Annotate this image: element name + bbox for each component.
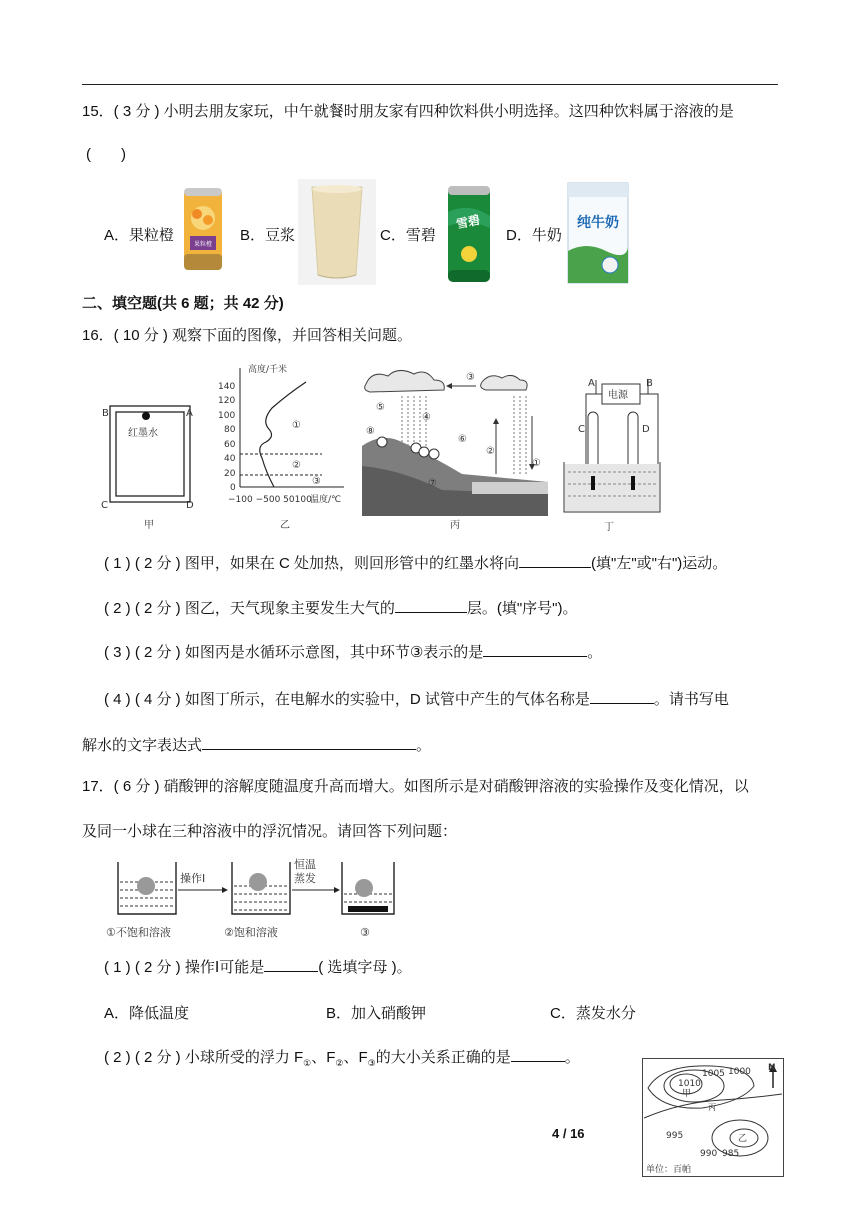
- q16-sub4-blank[interactable]: [590, 688, 654, 704]
- orange-juice-can-image: [180, 186, 226, 272]
- yi-xticks: −100 −500 50100: [228, 495, 312, 505]
- q17-sub2: [104, 1046, 580, 1073]
- q17-sub2-text: ( 2 ) ( 2 分 ) 小球所受的浮力 F: [104, 1049, 304, 1066]
- q17-choice-c[interactable]: C．蒸发水分: [550, 1005, 636, 1022]
- q15-stem: 15．( 3 分 ) 小明去朋友家玩，中午就餐时朋友家有四种饮料供小明选择。这四种饮料属于溶液的是: [82, 103, 734, 120]
- q16-sub2: [104, 597, 577, 619]
- yi-layer-2: ②: [292, 460, 301, 471]
- yi-caption: 乙: [280, 520, 290, 531]
- q16-sub1-tail: (填"左"或"右")运动。: [591, 555, 728, 572]
- yi-ytick: 140: [218, 382, 236, 392]
- q17-sub2-end: 。: [564, 1049, 580, 1066]
- q16-sub4-tail: 。请书写电: [653, 691, 729, 708]
- yi-ytick: 0: [230, 483, 236, 493]
- q17-sub2-sub1: ①: [303, 1058, 312, 1068]
- q17-choice-a[interactable]: A．降低温度: [104, 1005, 190, 1022]
- q17-stem-line1: 17．( 6 分 ) 硝酸钾的溶解度随温度升高而增大。如图所示是对硝酸钾溶液的实验操作及变化情况，以: [82, 778, 749, 795]
- q16-sub4-line2: [82, 734, 431, 756]
- q16-sub4-line2-text: 解水的文字表达式: [82, 737, 203, 754]
- bing-step-3: ③: [466, 372, 475, 383]
- soy-milk-glass-image: [298, 179, 376, 285]
- q16-sub1-text: ( 1 ) ( 2 分 ) 图甲，如果在 C 处加热，则回形管中的红墨水将向: [104, 555, 520, 572]
- point-bing-label: 丙: [708, 1103, 716, 1112]
- figure-ding: [562, 372, 662, 532]
- yi-xlabel: 温度/℃: [310, 495, 342, 505]
- top-rule: [82, 84, 778, 85]
- figure-yi: [218, 362, 350, 532]
- yi-ytick: 80: [224, 425, 236, 435]
- q16-sub1: [104, 552, 727, 574]
- beaker-3: [342, 862, 394, 939]
- q16-sub4-text: ( 4 ) ( 4 分 ) 如图丁所示，在电解水的实验中，D 试管中产生的气体名称是: [104, 691, 590, 708]
- q16-sub2-text: ( 2 ) ( 2 分 ) 图乙，天气现象主要发生大气的: [104, 600, 395, 617]
- sprite-can-label: 雪碧: [454, 212, 482, 232]
- ding-label-c: C: [578, 424, 585, 435]
- isobar-label: 995: [666, 1131, 684, 1141]
- q17-sub2-tail: 的大小关系正确的是: [375, 1049, 511, 1066]
- ding-label-b: B: [646, 378, 653, 389]
- jia-label-d: D: [186, 500, 194, 511]
- isobar-label: 1010: [678, 1079, 701, 1089]
- operation-1-label: 操作Ⅰ: [180, 872, 206, 885]
- q16-sub4-line2-tail: 。: [416, 737, 432, 754]
- q15-option-c[interactable]: C．雪碧: [380, 227, 436, 244]
- jia-liquid-label: 红墨水: [128, 428, 158, 439]
- yi-ytick: 60: [224, 440, 236, 450]
- section-2-title: 二、填空题(共 6 题；共 42 分): [82, 295, 284, 312]
- q16-sub2-blank[interactable]: [395, 597, 467, 613]
- milk-carton-image: [566, 181, 630, 285]
- q16-sub3-text: ( 3 ) ( 2 分 ) 如图丙是水循环示意图，其中环节③表示的是: [104, 644, 484, 661]
- bing-step-2: ②: [486, 446, 495, 457]
- bing-step-5: ⑤: [376, 402, 385, 413]
- q17-sub2-mid1: 、F: [311, 1049, 336, 1066]
- q16-sub2-tail: 层。(填"序号")。: [466, 600, 578, 617]
- q17-sub2-sub2: ②: [335, 1058, 344, 1068]
- q15-option-b[interactable]: B．豆浆: [240, 227, 296, 244]
- figure-jia: [98, 362, 198, 532]
- yi-ytick: 100: [218, 411, 236, 421]
- isobar-label: 985: [722, 1149, 740, 1159]
- yi-ytick: 40: [224, 454, 236, 464]
- q17-sub2-mid2: 、F: [343, 1049, 368, 1066]
- bing-step-7: ⑦: [428, 478, 437, 489]
- q17-sub2-blank[interactable]: [511, 1046, 565, 1062]
- q16-sub3-blank[interactable]: [483, 641, 587, 657]
- bing-step-4: ④: [422, 412, 431, 423]
- q17-sub1-blank[interactable]: [264, 956, 318, 972]
- bing-step-8: ⑧: [366, 426, 375, 437]
- q15-answer-paren: ( ): [86, 146, 126, 163]
- beaker-3-label: ③: [360, 926, 370, 939]
- q17-sub2-sub3: ③: [367, 1058, 376, 1068]
- q15-option-a[interactable]: A．果粒橙: [104, 227, 175, 244]
- jia-caption: 甲: [144, 520, 154, 531]
- jia-label-c: C: [101, 500, 108, 511]
- bing-step-1: ①: [532, 458, 541, 469]
- bing-step-6: ⑥: [458, 434, 467, 445]
- juice-can-label: 果粒橙: [193, 241, 213, 248]
- q17-choice-b[interactable]: B．加入硝酸钾: [326, 1005, 427, 1022]
- yi-ylabel: 高度/千米: [248, 365, 288, 375]
- north-label: N: [768, 1063, 776, 1073]
- q16-sub1-blank[interactable]: [519, 552, 591, 568]
- isobar-label: 1000: [728, 1067, 751, 1077]
- bing-caption: 丙: [450, 520, 460, 531]
- isobar-map: [642, 1058, 784, 1178]
- ding-label-d: D: [642, 424, 650, 435]
- q17-sub1-text: ( 1 ) ( 2 分 ) 操作Ⅰ可能是: [104, 959, 265, 976]
- beaker-2: [224, 862, 290, 939]
- q16-sub4-equation-blank[interactable]: [202, 734, 416, 750]
- ding-caption: 丁: [604, 522, 614, 532]
- q17-stem-line2: 及同一小球在三种溶液中的浮沉情况。请回答下列问题：: [82, 823, 458, 840]
- evaporation-label-2: 蒸发: [294, 872, 316, 885]
- q17-sub1: [104, 956, 412, 978]
- q17-sub1-tail: ( 选填字母 )。: [318, 959, 412, 976]
- sprite-can-image: [444, 182, 494, 284]
- isobar-label: 990: [700, 1149, 718, 1159]
- yi-ytick: 120: [218, 396, 236, 406]
- q17-beaker-figure: [98, 856, 398, 942]
- jia-label-a: A: [186, 408, 193, 419]
- beaker-1-label: ①不饱和溶液: [106, 926, 171, 939]
- yi-ytick: 20: [224, 469, 236, 479]
- page-number: 4 / 16: [552, 1126, 585, 1141]
- yi-layer-1: ①: [292, 420, 301, 431]
- q16-sub3: [104, 641, 602, 663]
- yi-yticks: [218, 382, 236, 493]
- milk-carton-label: 纯牛奶: [577, 215, 619, 231]
- isobar-label: 1005: [702, 1069, 725, 1079]
- jia-label-b: B: [102, 408, 109, 419]
- isobar-unit: 单位：百帕: [646, 1165, 692, 1175]
- point-jia-label: 甲: [682, 1089, 692, 1099]
- q16-sub3-tail: 。: [587, 644, 603, 661]
- evaporation-label-1: 恒温: [294, 858, 316, 871]
- q16-sub4: [104, 688, 729, 710]
- figure-bing: [362, 366, 548, 532]
- point-yi-label: 乙: [738, 1134, 748, 1144]
- yi-layer-3: ③: [312, 476, 321, 487]
- beaker-1: [106, 862, 176, 939]
- beaker-2-label: ②饱和溶液: [224, 926, 278, 939]
- ding-label-a: A: [588, 378, 595, 389]
- ding-power-label: 电源: [608, 390, 628, 401]
- q16-stem: 16．( 10 分 ) 观察下面的图像，并回答相关问题。: [82, 327, 413, 344]
- q15-option-d[interactable]: D．牛奶: [506, 227, 562, 244]
